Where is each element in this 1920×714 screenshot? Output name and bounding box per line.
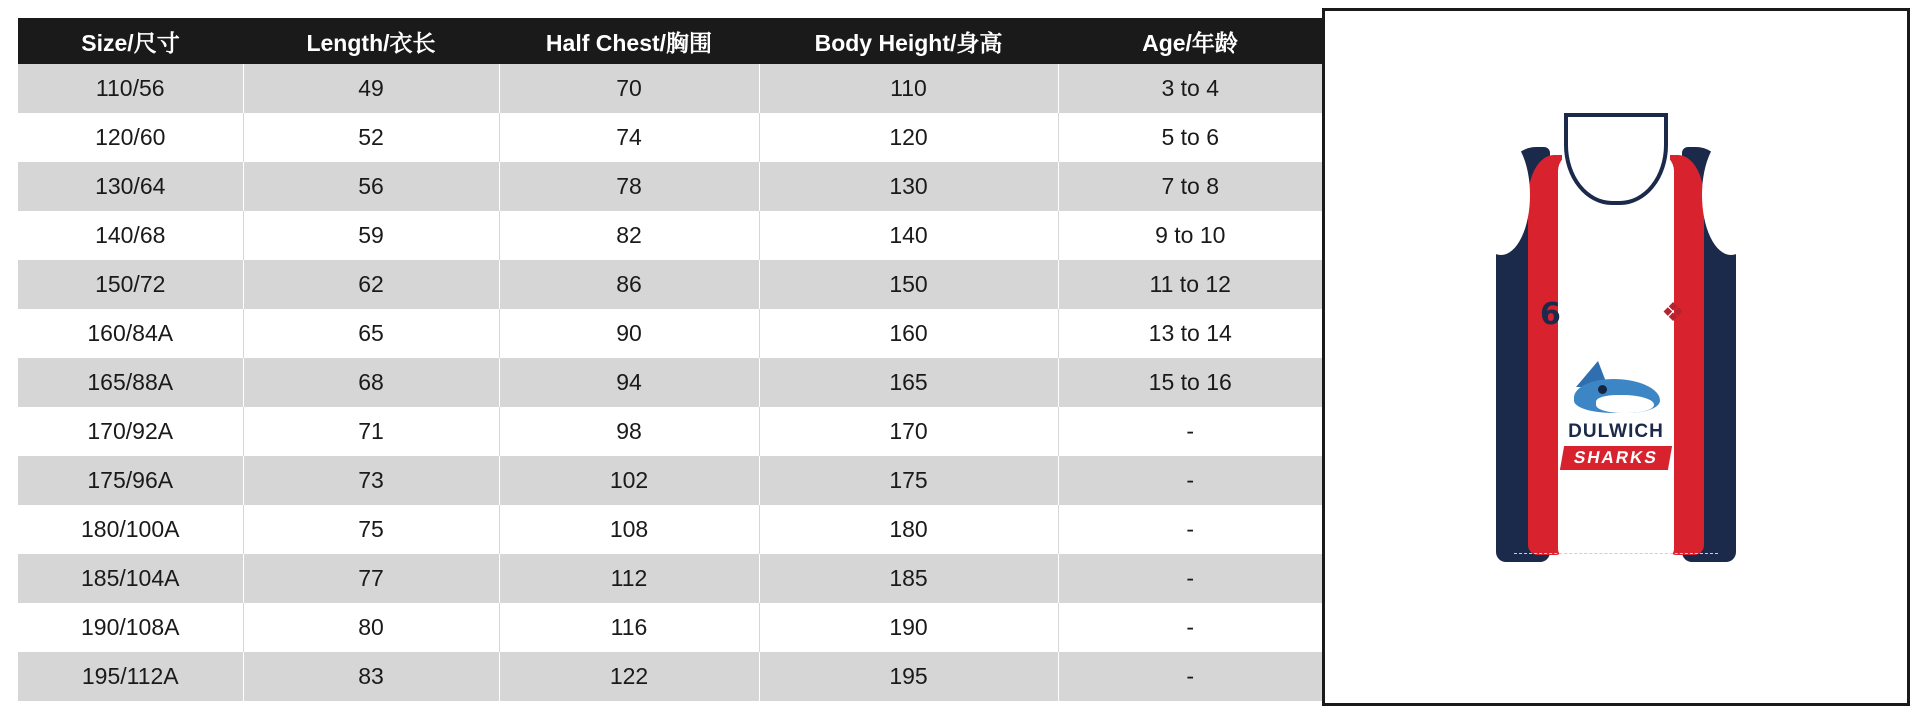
size-table-body [18, 64, 1322, 701]
basketball-jersey-image [1466, 147, 1766, 567]
table-row [18, 162, 1322, 211]
cell-age: 7 to 8 [1058, 162, 1322, 211]
size-table-header [18, 18, 1322, 64]
table-row [18, 358, 1322, 407]
cell-size: 120/60 [18, 113, 243, 162]
cell-length: 62 [243, 260, 499, 309]
cell-age: 5 to 6 [1058, 113, 1322, 162]
cell-length: 80 [243, 603, 499, 652]
size-table [18, 18, 1322, 701]
cell-size: 110/56 [18, 64, 243, 113]
jersey-red-stripe-right [1670, 155, 1704, 555]
column-header-half-chest: Half Chest/胸围 [499, 18, 759, 64]
team-wordmark-bottom: SHARKS [1560, 446, 1672, 470]
shark-mascot-icon [1568, 359, 1664, 419]
cell-half-chest: 108 [499, 505, 759, 554]
cell-size: 130/64 [18, 162, 243, 211]
cell-age: 15 to 16 [1058, 358, 1322, 407]
table-row [18, 407, 1322, 456]
cell-body-height: 110 [759, 64, 1058, 113]
cell-size: 150/72 [18, 260, 243, 309]
cell-body-height: 120 [759, 113, 1058, 162]
jersey-armhole-left [1472, 135, 1530, 255]
jersey-hem-line [1514, 553, 1718, 555]
cell-half-chest: 122 [499, 652, 759, 701]
table-row [18, 603, 1322, 652]
cell-body-height: 160 [759, 309, 1058, 358]
table-row [18, 505, 1322, 554]
cell-age: - [1058, 505, 1322, 554]
jersey-number: 6 [1540, 297, 1561, 332]
table-row [18, 113, 1322, 162]
cell-body-height: 140 [759, 211, 1058, 260]
jersey-armhole-right [1702, 135, 1760, 255]
cell-length: 49 [243, 64, 499, 113]
column-header-length: Length/衣长 [243, 18, 499, 64]
club-crest-icon: ❖ [1661, 297, 1685, 327]
cell-age: 9 to 10 [1058, 211, 1322, 260]
cell-body-height: 165 [759, 358, 1058, 407]
column-header-body-height: Body Height/身高 [759, 18, 1058, 64]
cell-age: 11 to 12 [1058, 260, 1322, 309]
cell-size: 180/100A [18, 505, 243, 554]
cell-half-chest: 74 [499, 113, 759, 162]
cell-size: 190/108A [18, 603, 243, 652]
cell-body-height: 175 [759, 456, 1058, 505]
table-row [18, 64, 1322, 113]
product-image-panel [1322, 8, 1910, 706]
cell-half-chest: 98 [499, 407, 759, 456]
cell-size: 195/112A [18, 652, 243, 701]
table-row [18, 211, 1322, 260]
column-header-size: Size/尺寸 [18, 18, 243, 64]
table-row [18, 309, 1322, 358]
jersey-red-stripe-left [1528, 155, 1562, 555]
cell-age: - [1058, 407, 1322, 456]
cell-size: 165/88A [18, 358, 243, 407]
cell-size: 185/104A [18, 554, 243, 603]
cell-half-chest: 70 [499, 64, 759, 113]
cell-body-height: 190 [759, 603, 1058, 652]
cell-half-chest: 90 [499, 309, 759, 358]
cell-length: 52 [243, 113, 499, 162]
cell-body-height: 185 [759, 554, 1058, 603]
team-logo [1541, 359, 1691, 470]
cell-half-chest: 78 [499, 162, 759, 211]
column-header-age: Age/年龄 [1058, 18, 1322, 64]
cell-length: 77 [243, 554, 499, 603]
table-row [18, 260, 1322, 309]
cell-half-chest: 102 [499, 456, 759, 505]
cell-age: 3 to 4 [1058, 64, 1322, 113]
cell-length: 68 [243, 358, 499, 407]
cell-body-height: 150 [759, 260, 1058, 309]
cell-half-chest: 94 [499, 358, 759, 407]
cell-length: 73 [243, 456, 499, 505]
cell-length: 71 [243, 407, 499, 456]
cell-age: - [1058, 603, 1322, 652]
cell-body-height: 195 [759, 652, 1058, 701]
cell-half-chest: 112 [499, 554, 759, 603]
cell-half-chest: 86 [499, 260, 759, 309]
cell-size: 160/84A [18, 309, 243, 358]
shark-eye [1598, 385, 1607, 394]
cell-size: 175/96A [18, 456, 243, 505]
shark-belly [1596, 395, 1654, 413]
cell-body-height: 130 [759, 162, 1058, 211]
team-wordmark-top: DULWICH [1568, 421, 1664, 442]
cell-size: 170/92A [18, 407, 243, 456]
cell-length: 83 [243, 652, 499, 701]
cell-half-chest: 82 [499, 211, 759, 260]
cell-age: 13 to 14 [1058, 309, 1322, 358]
cell-half-chest: 116 [499, 603, 759, 652]
cell-age: - [1058, 456, 1322, 505]
table-row [18, 554, 1322, 603]
cell-body-height: 180 [759, 505, 1058, 554]
cell-age: - [1058, 652, 1322, 701]
table-header-row [18, 18, 1322, 64]
cell-age: - [1058, 554, 1322, 603]
cell-length: 75 [243, 505, 499, 554]
cell-length: 59 [243, 211, 499, 260]
cell-size: 140/68 [18, 211, 243, 260]
cell-body-height: 170 [759, 407, 1058, 456]
cell-length: 65 [243, 309, 499, 358]
table-row [18, 652, 1322, 701]
cell-length: 56 [243, 162, 499, 211]
jersey-front-body [1558, 153, 1674, 557]
table-row [18, 456, 1322, 505]
